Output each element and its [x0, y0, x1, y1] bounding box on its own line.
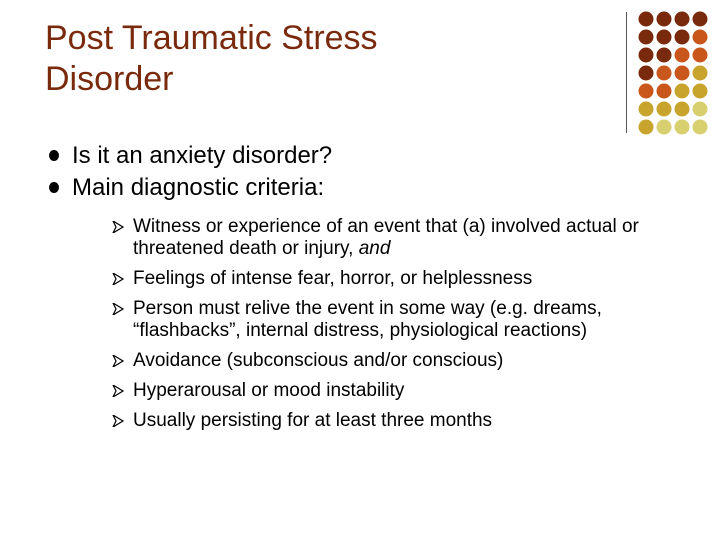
- decorative-dot: [657, 12, 672, 27]
- bullet-item: [48, 140, 608, 172]
- criteria-item: [110, 410, 710, 432]
- criteria-text: Hyperarousal or mood instability: [133, 380, 405, 401]
- decorative-dot: [657, 84, 672, 99]
- arrow-bullet-icon: [112, 415, 124, 427]
- decorative-dot: [639, 120, 654, 135]
- decorative-dot: [657, 66, 672, 81]
- decorative-dot: [639, 102, 654, 117]
- main-bullet-list: [48, 140, 608, 204]
- arrow-bullet-icon: [112, 303, 124, 315]
- decorative-dot: [675, 30, 690, 45]
- decorative-dot: [657, 120, 672, 135]
- decorative-dot: [693, 66, 708, 81]
- slide-title: Post Traumatic Stress Disorder: [45, 19, 378, 98]
- decorative-dot: [675, 120, 690, 135]
- decorative-dot: [693, 84, 708, 99]
- decorative-dot: [675, 66, 690, 81]
- criteria-item: [110, 298, 710, 342]
- decorative-dot: [693, 48, 708, 63]
- criteria-item: [110, 350, 710, 372]
- bullet-item: [48, 172, 608, 204]
- decorative-dot: [639, 12, 654, 27]
- criteria-text: Usually persisting for at least three months: [133, 410, 493, 431]
- criteria-text: Person must relive the event in some way (e.g. dreams, “flashbacks”, internal distress, physiological reactions): [133, 298, 602, 341]
- decorative-dot: [693, 102, 708, 117]
- arrow-bullet-icon: [112, 273, 124, 285]
- decorative-dot: [639, 66, 654, 81]
- decorative-dot: [675, 84, 690, 99]
- bullet-dot-icon: [49, 150, 59, 161]
- bullet-text: Main diagnostic criteria:: [72, 174, 325, 201]
- criteria-emphasis: and: [358, 238, 391, 259]
- decorative-dot: [675, 102, 690, 117]
- decorative-dot: [639, 30, 654, 45]
- criteria-text: Witness or experience of an event that (a) involved actual or threatened death or injury,: [133, 216, 639, 259]
- arrow-bullet-icon: [112, 221, 124, 233]
- decorative-dot: [639, 48, 654, 63]
- decorative-dot: [693, 30, 708, 45]
- criteria-text: Feelings of intense fear, horror, or helplessness: [133, 268, 533, 289]
- criteria-list: [110, 216, 710, 440]
- decorative-dot: [657, 48, 672, 63]
- criteria-item: [110, 216, 710, 260]
- criteria-text: Avoidance (subconscious and/or conscious): [133, 350, 504, 371]
- arrow-bullet-icon: [112, 355, 124, 367]
- decorative-dot: [675, 12, 690, 27]
- decorative-dot: [693, 120, 708, 135]
- bullet-dot-icon: [49, 182, 59, 193]
- criteria-item: [110, 268, 710, 290]
- arrow-bullet-icon: [112, 385, 124, 397]
- decorative-dot-grid: [0, 0, 720, 140]
- decorative-dot: [657, 30, 672, 45]
- decorative-dot: [657, 102, 672, 117]
- decorative-dot: [675, 48, 690, 63]
- bullet-text: Is it an anxiety disorder?: [72, 142, 333, 169]
- decorative-dot: [639, 84, 654, 99]
- decorative-dot: [693, 12, 708, 27]
- criteria-item: [110, 380, 710, 402]
